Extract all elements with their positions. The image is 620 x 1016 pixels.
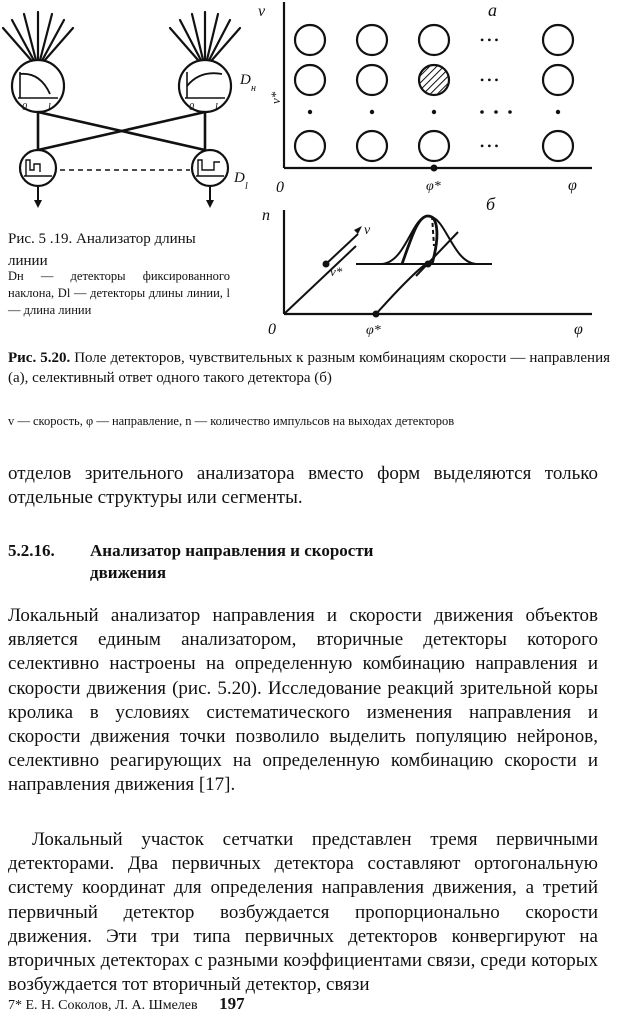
detector-cell (357, 25, 387, 55)
detector-cell (357, 65, 387, 95)
axis-v-label: v (258, 3, 266, 20)
selected-detector-cell (419, 65, 449, 95)
detector-cell (419, 25, 449, 55)
detector-cell (357, 131, 387, 161)
origin-label-b: 0 (268, 321, 276, 338)
detector-cell (295, 131, 325, 161)
page-number: 197 (219, 994, 245, 1013)
axis-phi-star-label: φ* (426, 179, 441, 194)
label-dl: D (234, 170, 245, 186)
panel-b-label: б (486, 194, 496, 214)
detector-cell (543, 25, 573, 55)
section-title-line1: Анализатор направления и скорости (90, 541, 374, 560)
svg-text:l: l (215, 102, 218, 113)
detector-dh-left (12, 60, 64, 113)
figure-5-20-legend: v — скорость, φ — направление, n — количество импульсов на выходах детекторов (8, 414, 455, 428)
footer-signature: 7* Е. Н. Соколов, Л. А. Шмелев (8, 998, 198, 1013)
continuation-paragraph: отделов зрительного анализатора вместо форм выделяются только отдельные структуры или сегменты. (8, 463, 598, 509)
detector-grid (295, 25, 573, 161)
origin-label: 0 (276, 179, 284, 196)
axis-phi-label: φ (568, 177, 577, 194)
phi-star-label-b: φ* (366, 323, 381, 338)
v-star-point-label: v* (330, 264, 343, 279)
section-title-line2: движения (90, 563, 167, 582)
detector-dl-left (20, 150, 56, 208)
ellipsis-row1: • • • (480, 33, 499, 47)
response-curves (284, 216, 492, 314)
detector-cell (295, 25, 325, 55)
svg-text:0: 0 (22, 102, 27, 113)
axis-phi-label-b: φ (574, 321, 583, 338)
v-arrow-label: v (364, 223, 371, 238)
detector-cell (543, 131, 573, 161)
detector-cell (295, 65, 325, 95)
panel-a-label: а (488, 0, 497, 20)
ellipsis-row2: • • • (480, 73, 499, 87)
label-dh-sub: н (251, 83, 256, 94)
figure-5-20-caption-text: Поле детекторов, чувствительных к разным комбинациям скорости — направления (а), селективный ответ одного такого детектора (б) (8, 350, 611, 386)
detector-dl-right (192, 150, 228, 208)
figure-5-19-caption: Рис. 5 .19. Анализатор длины линии (8, 231, 196, 269)
detector-dh-right (179, 60, 231, 113)
figure-5-19-legend: Dн — детекторы фиксированного наклона, Dl — детекторы длины линии, l — длина линии (8, 269, 230, 317)
svg-text:l: l (48, 102, 51, 113)
paragraph-1: Локальный анализатор направления и скорости движения объектов является единым анализатором, вторичные детекторы которого селективно настроены на определенную комбинацию направления и скорости движения (рис. 5.20). Исследование реакций зрительной коры кролика в условиях систематического изменения направления и скорости движения точки позволило выделить популяцию нейронов, селективно реагирующих на определенную комбинацию скорости и направления движения [17]. (8, 605, 598, 796)
axis-n-label: n (262, 207, 270, 224)
ellipsis-row4: • • • (480, 139, 499, 153)
figure-5-20b-selective-response (262, 196, 620, 346)
paragraph-2: Локальный участок сетчатки представлен тремя первичными детекторами. Два первичных детектора составляют ортогональную систему координат для определения направления движения, а третий первичный детектор возбуждается пропорционально скорости движения. Эти три типа первичных детекторов конвергируют на вторичных детекторах с разными коэффициентами связи, среди которых возбуждается тот вторичный детектор, связи (8, 829, 598, 996)
label-dl-sub: l (245, 181, 248, 192)
section-number: 5.2.16. (8, 541, 55, 560)
figure-5-20a-detector-field (258, 0, 620, 200)
cross-connections (38, 112, 205, 150)
detector-cell (419, 131, 449, 161)
axis-v-star-label: v* (268, 91, 283, 104)
label-dh: D (240, 72, 251, 88)
detector-cell (543, 65, 573, 95)
section-heading (8, 540, 608, 584)
figure-5-20-caption (8, 348, 610, 388)
page-footer (8, 994, 245, 1014)
figure-5-20-label: Рис. 5.20. (8, 350, 71, 366)
figure-5-19-diagram (0, 0, 262, 222)
svg-text:0: 0 (189, 102, 194, 113)
